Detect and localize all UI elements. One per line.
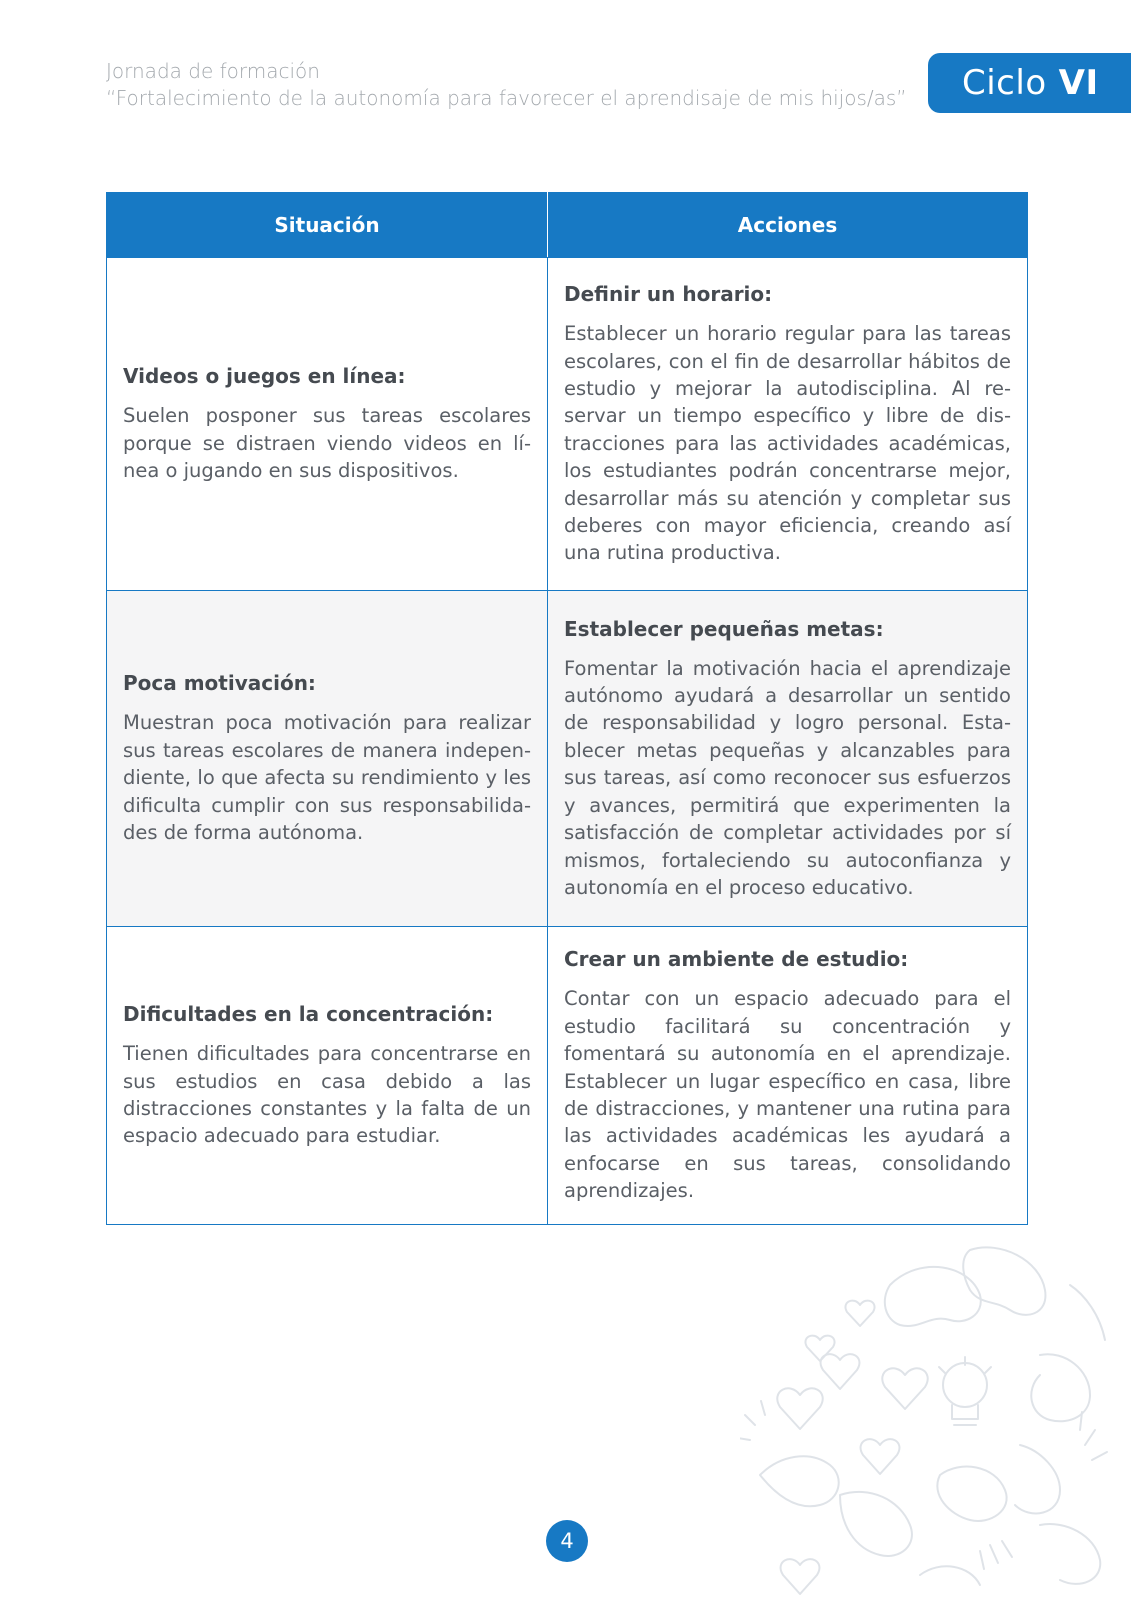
situation-title: Videos o juegos en línea: xyxy=(123,364,406,389)
situation-title: Poca motivación: xyxy=(123,671,316,696)
page-number: 4 xyxy=(546,1520,588,1562)
situation-title: Dificultades en la concentración: xyxy=(123,1002,494,1027)
hearts-hands-lightbulb-icon xyxy=(740,1245,1131,1600)
cycle-number: VI xyxy=(1058,63,1099,103)
situation-text: Muestran poca motivación para realizar sus tareas escolares de manera independiente, lo que afecta su rendimiento y les dificulta cumplir con sus responsabilidades de forma autónoma. xyxy=(123,711,531,845)
action-text: Contar con un espacio adecuado para el estudio facilitará su concentración y fomentará su autonomía en el aprendizaje. Establecer un lugar específico en casa, libre de distracciones, y mantener una rutina para las actividades académicas les ayudará a enfocarse en sus tareas, consolidando aprendizajes. xyxy=(564,987,1011,1203)
header-actions: Acciones xyxy=(548,193,1028,258)
situation-cell xyxy=(107,258,548,591)
action-title: Definir un horario: xyxy=(564,282,773,307)
action-title: Establecer pequeñas metas: xyxy=(564,616,884,641)
header-line-1: Jornada de formación xyxy=(106,59,320,83)
situation-cell xyxy=(107,591,548,927)
cycle-badge xyxy=(928,53,1131,113)
situations-actions-table xyxy=(106,192,1028,1225)
table-row xyxy=(107,591,1028,927)
table-row xyxy=(107,927,1028,1225)
action-cell xyxy=(548,591,1028,927)
header-situation: Situación xyxy=(107,193,548,258)
table-header-row xyxy=(107,193,1028,258)
action-cell xyxy=(548,927,1028,1225)
document-header xyxy=(106,58,907,112)
cycle-label: Ciclo xyxy=(962,63,1047,103)
action-title: Crear un ambiente de estudio: xyxy=(564,947,909,972)
table-row xyxy=(107,258,1028,591)
situation-text: Tienen dificultades para concentrarse en sus estudios en casa debido a las distracciones constantes y la falta de un espacio adecuado para estudiar. xyxy=(123,1042,531,1148)
situation-cell xyxy=(107,927,548,1225)
situation-text: Suelen posponer sus tareas escolares porque se distraen viendo videos en línea o jugando en sus dispositivos. xyxy=(123,404,531,483)
action-cell xyxy=(548,258,1028,591)
action-text: Fomentar la motivación hacia el aprendizaje autónomo ayudará a desarrollar un sentido de responsabilidad y logro personal. Establecer metas pequeñas y alcanzables para sus tareas, así como reconocer sus esfuerzos y avances, permitirá que experimenten la satisfacción de completar actividades por sí mismos, fortaleciendo su autoconfianza y autonomía en el proceso educativo. xyxy=(564,656,1011,899)
action-text: Establecer un horario regular para las tareas escolares, con el fin de desarrollar hábitos de estudio y mejorar la autodisciplina. Al reservar un tiempo específico y libre de distracciones para las actividades académicas, los estudiantes podrán concentrarse mejor, desarrollar más su atención y completar sus deberes con mayor eficiencia, creando así una rutina productiva. xyxy=(564,322,1011,565)
header-line-2: “Fortalecimiento de la autonomía para favorecer el aprendisaje de mis hijos/as” xyxy=(106,86,907,110)
